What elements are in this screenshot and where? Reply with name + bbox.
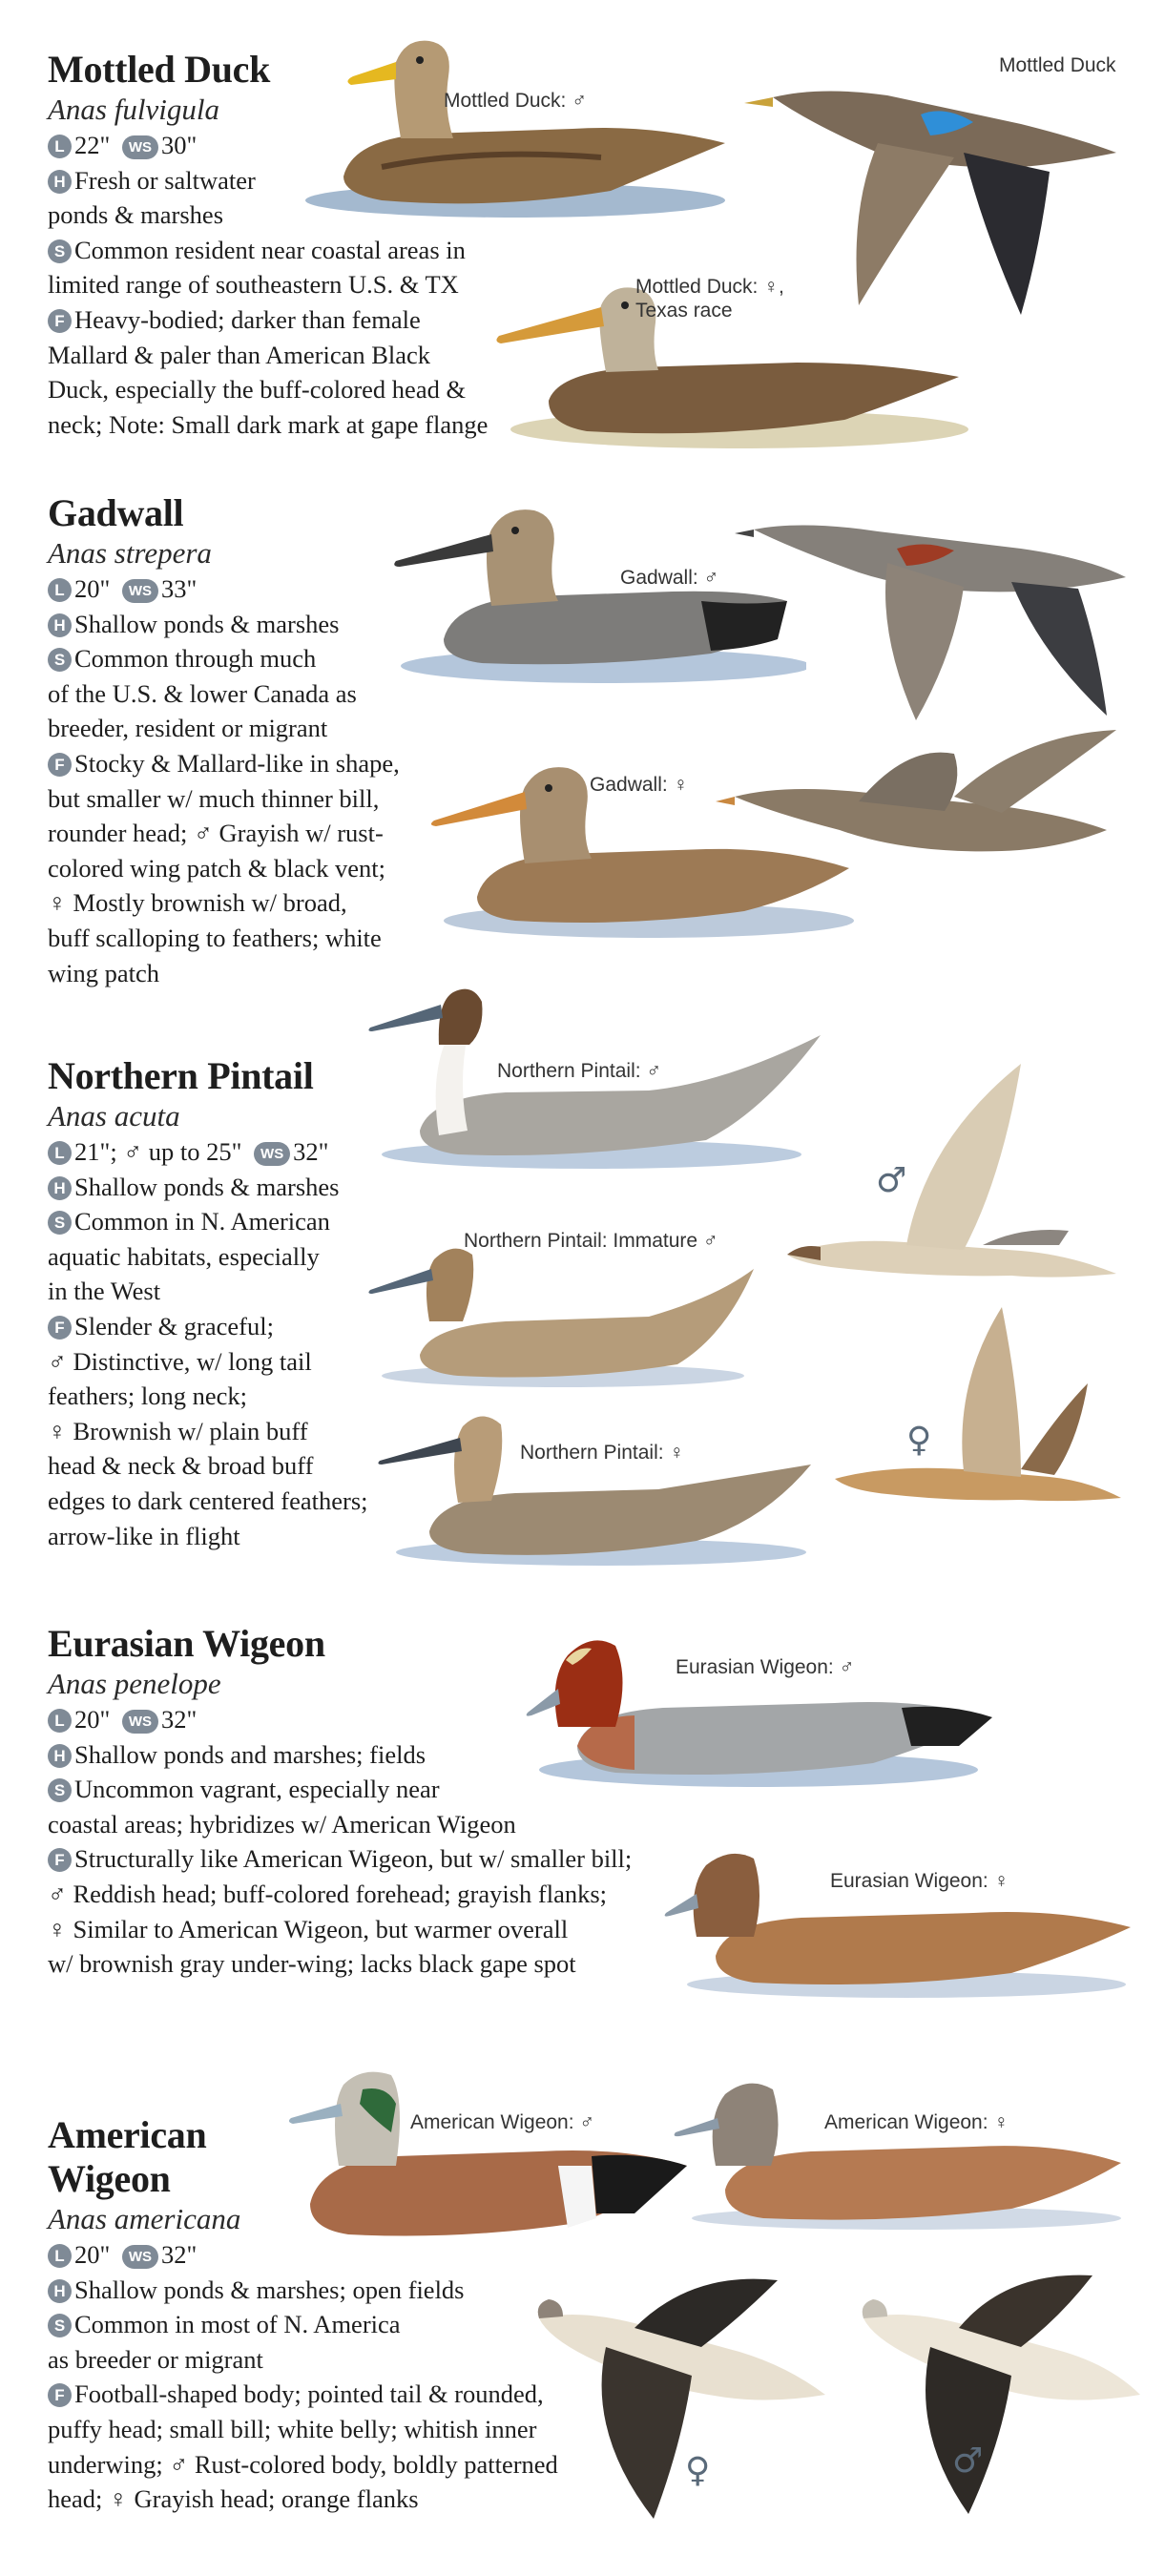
wingspan-icon: WS (122, 2245, 158, 2269)
caption: Northern Pintail: ♀ (520, 1442, 685, 1464)
length-value: 20" (74, 574, 111, 603)
status-line-cont: breeder, resident or migrant (48, 714, 328, 743)
length-icon: L (48, 1141, 72, 1165)
habitat-line-cont: ponds & marshes (48, 200, 224, 230)
status-icon: S (48, 1778, 72, 1802)
field-marks-line-cont: feathers; long neck; (48, 1381, 247, 1411)
eurasian-wigeon-male-swimming-image (520, 1622, 997, 1794)
field-marks-line-cont: w/ brownish gray under-wing; lacks black gape spot (48, 1949, 576, 1979)
status-icon: S (48, 2314, 72, 2337)
field-marks-icon: F (48, 309, 72, 333)
length-value: 20" (74, 1705, 111, 1734)
scientific-name: Anas penelope (48, 1667, 221, 1700)
field-marks-line: F Structurally like American Wigeon, but w/ smaller bill; (48, 1841, 632, 1877)
status-line: S Common through much (48, 641, 400, 676)
species-name-line-1: American (48, 2113, 207, 2156)
wingspan-icon: WS (122, 1710, 158, 1734)
field-marks-icon: F (48, 753, 72, 777)
length-value: 21"; ♂ up to 25" (74, 1137, 242, 1166)
habitat-line: H Shallow ponds & marshes (48, 1170, 368, 1205)
caption: Texas race (635, 300, 733, 322)
field-marks-line-cont: ♂ Reddish head; buff-colored forehead; grayish flanks; (48, 1879, 608, 1908)
status-line: S Common resident near coastal areas in (48, 233, 488, 268)
field-marks-line-cont: buff scalloping to feathers; white (48, 923, 382, 952)
size-line (48, 1134, 368, 1170)
wingspan-value: 33" (160, 574, 198, 603)
species-name: Northern Pintail (48, 1054, 314, 1097)
species-northern-pintail (0, 1021, 1165, 1584)
field-marks-line-cont: puffy head; small bill; white belly; whitish inner (48, 2414, 537, 2443)
field-marks-icon: F (48, 1316, 72, 1340)
female-symbol: ♀ (906, 1421, 932, 1460)
status-icon: S (48, 648, 72, 672)
status-line: S Uncommon vagrant, especially near (48, 1772, 632, 1807)
field-marks-line: F Stocky & Mallard-like in shape, (48, 746, 400, 781)
male-symbol: ♂ (876, 1161, 907, 1200)
species-gadwall (0, 467, 1165, 1021)
pintail-male-flying-image (782, 1064, 1126, 1283)
field-marks-line-cont: underwing; ♂ Rust-colored body, boldly patterned (48, 2449, 558, 2479)
wingspan-icon: WS (122, 579, 158, 603)
wingspan-value: 30" (160, 131, 198, 159)
caption: Mottled Duck: ♂ (444, 90, 587, 112)
field-marks-line-cont: edges to dark centered feathers; (48, 1485, 368, 1515)
caption: American Wigeon: ♂ (410, 2111, 595, 2133)
status-line: S Common in N. American (48, 1204, 368, 1239)
male-symbol: ♂ (952, 2441, 984, 2481)
field-marks-icon: F (48, 1848, 72, 1872)
field-marks-line-cont: ♀ Similar to American Wigeon, but warmer overall (48, 1914, 569, 1943)
scientific-name: Anas fulvigula (48, 93, 219, 126)
habitat-line: H Shallow ponds & marshes; open fields (48, 2273, 558, 2308)
species-name: Mottled Duck (48, 48, 271, 91)
american-wigeon-female-swimming-image (668, 2075, 1126, 2237)
status-line-cont: as breeder or migrant (48, 2344, 263, 2374)
caption: Mottled Duck: ♀, (635, 276, 784, 298)
status-line-cont: aquatic habitats, especially (48, 1241, 320, 1271)
field-marks-line-cont: wing patch (48, 958, 160, 987)
length-icon: L (48, 578, 72, 602)
length-icon: L (48, 135, 72, 158)
female-symbol: ♀ (685, 2451, 711, 2490)
field-marks-line-cont: Mallard & paler than American Black (48, 340, 431, 369)
habitat-line: H Shallow ponds and marshes; fields (48, 1737, 632, 1773)
species-name-line-2: Wigeon (48, 2157, 171, 2200)
field-marks-line-cont: but smaller w/ much thinner bill, (48, 783, 380, 813)
caption: Eurasian Wigeon: ♀ (830, 1870, 1009, 1892)
habitat-line: H Shallow ponds & marshes (48, 607, 400, 642)
field-marks-line: F Slender & graceful; (48, 1309, 368, 1344)
wingspan-icon: WS (254, 1142, 290, 1166)
habitat-icon: H (48, 613, 72, 637)
field-marks-line-cont: neck; Note: Small dark mark at gape flange (48, 409, 489, 439)
habitat-icon: H (48, 170, 72, 194)
caption: Gadwall: ♀ (590, 774, 689, 796)
habitat-icon: H (48, 1176, 72, 1200)
caption: Gadwall: ♂ (620, 567, 719, 589)
scientific-name: Anas strepera (48, 536, 212, 570)
scientific-name: Anas americana (48, 2202, 241, 2235)
habitat-icon: H (48, 2279, 72, 2303)
field-marks-line-cont: Duck, especially the buff-colored head & (48, 375, 467, 405)
gadwall-female-flying-image (716, 725, 1126, 897)
length-icon: L (48, 2244, 72, 2268)
status-icon: S (48, 1211, 72, 1235)
american-wigeon-female-flying-image (520, 2271, 844, 2528)
length-icon: L (48, 1709, 72, 1733)
field-marks-line-cont: ♀ Brownish w/ plain buff (48, 1416, 308, 1445)
wingspan-value: 32" (160, 2240, 198, 2269)
wingspan-icon: WS (122, 135, 158, 159)
wingspan-value: 32" (160, 1705, 198, 1734)
species-name: Gadwall (48, 491, 184, 534)
status-line: S Common in most of N. America (48, 2307, 558, 2342)
species-american-wigeon (0, 2042, 1165, 2576)
mottled-duck-male-swimming-image (286, 24, 735, 224)
american-wigeon-male-swimming-image (253, 2061, 692, 2252)
field-marks-line-cont: head; ♀ Grayish head; orange flanks (48, 2484, 419, 2514)
habitat-icon: H (48, 1744, 72, 1768)
field-marks-line: F Football-shaped body; pointed tail & rounded, (48, 2377, 558, 2412)
caption: Northern Pintail: Immature ♂ (464, 1230, 718, 1252)
species-name: Eurasian Wigeon (48, 1622, 325, 1665)
species-mottled-duck (0, 0, 1165, 467)
length-value: 22" (74, 131, 111, 159)
field-marks-line-cont: rounder head; ♂ Grayish w/ rust- (48, 819, 384, 848)
american-wigeon-male-flying-image (844, 2271, 1150, 2528)
caption: Mottled Duck (999, 54, 1116, 76)
status-line-cont: coastal areas; hybridizes w/ American Wigeon (48, 1809, 516, 1839)
scientific-name: Anas acuta (48, 1099, 180, 1132)
status-line-cont: of the U.S. & lower Canada as (48, 678, 357, 708)
status-line-cont: limited range of southeastern U.S. & TX (48, 270, 459, 300)
gadwall-male-flying-image (735, 501, 1135, 730)
caption: Northern Pintail: ♂ (497, 1060, 662, 1082)
habitat-line: H Fresh or saltwater (48, 163, 488, 198)
field-marks-line-cont: colored wing patch & black vent; (48, 853, 385, 883)
pintail-immature-male-swimming-image (363, 1231, 763, 1393)
caption: Eurasian Wigeon: ♂ (676, 1656, 855, 1678)
pintail-female-flying-image (830, 1307, 1126, 1517)
species-eurasian-wigeon (0, 1584, 1165, 2042)
field-marks-line-cont: arrow-like in flight (48, 1521, 240, 1550)
size-line (48, 571, 400, 607)
wingspan-value: 32" (293, 1137, 329, 1166)
field-marks-icon: F (48, 2383, 72, 2407)
field-marks-line-cont: head & neck & broad buff (48, 1451, 314, 1481)
field-marks-line: F Heavy-bodied; darker than female (48, 302, 488, 338)
pintail-female-swimming-image (372, 1398, 821, 1569)
caption: American Wigeon: ♀ (824, 2111, 1009, 2133)
status-icon: S (48, 239, 72, 263)
length-value: 20" (74, 2240, 111, 2269)
field-marks-line-cont: ♀ Mostly brownish w/ broad, (48, 888, 347, 918)
field-marks-line-cont: ♂ Distinctive, w/ long tail (48, 1346, 312, 1376)
status-line-cont: in the West (48, 1277, 161, 1306)
